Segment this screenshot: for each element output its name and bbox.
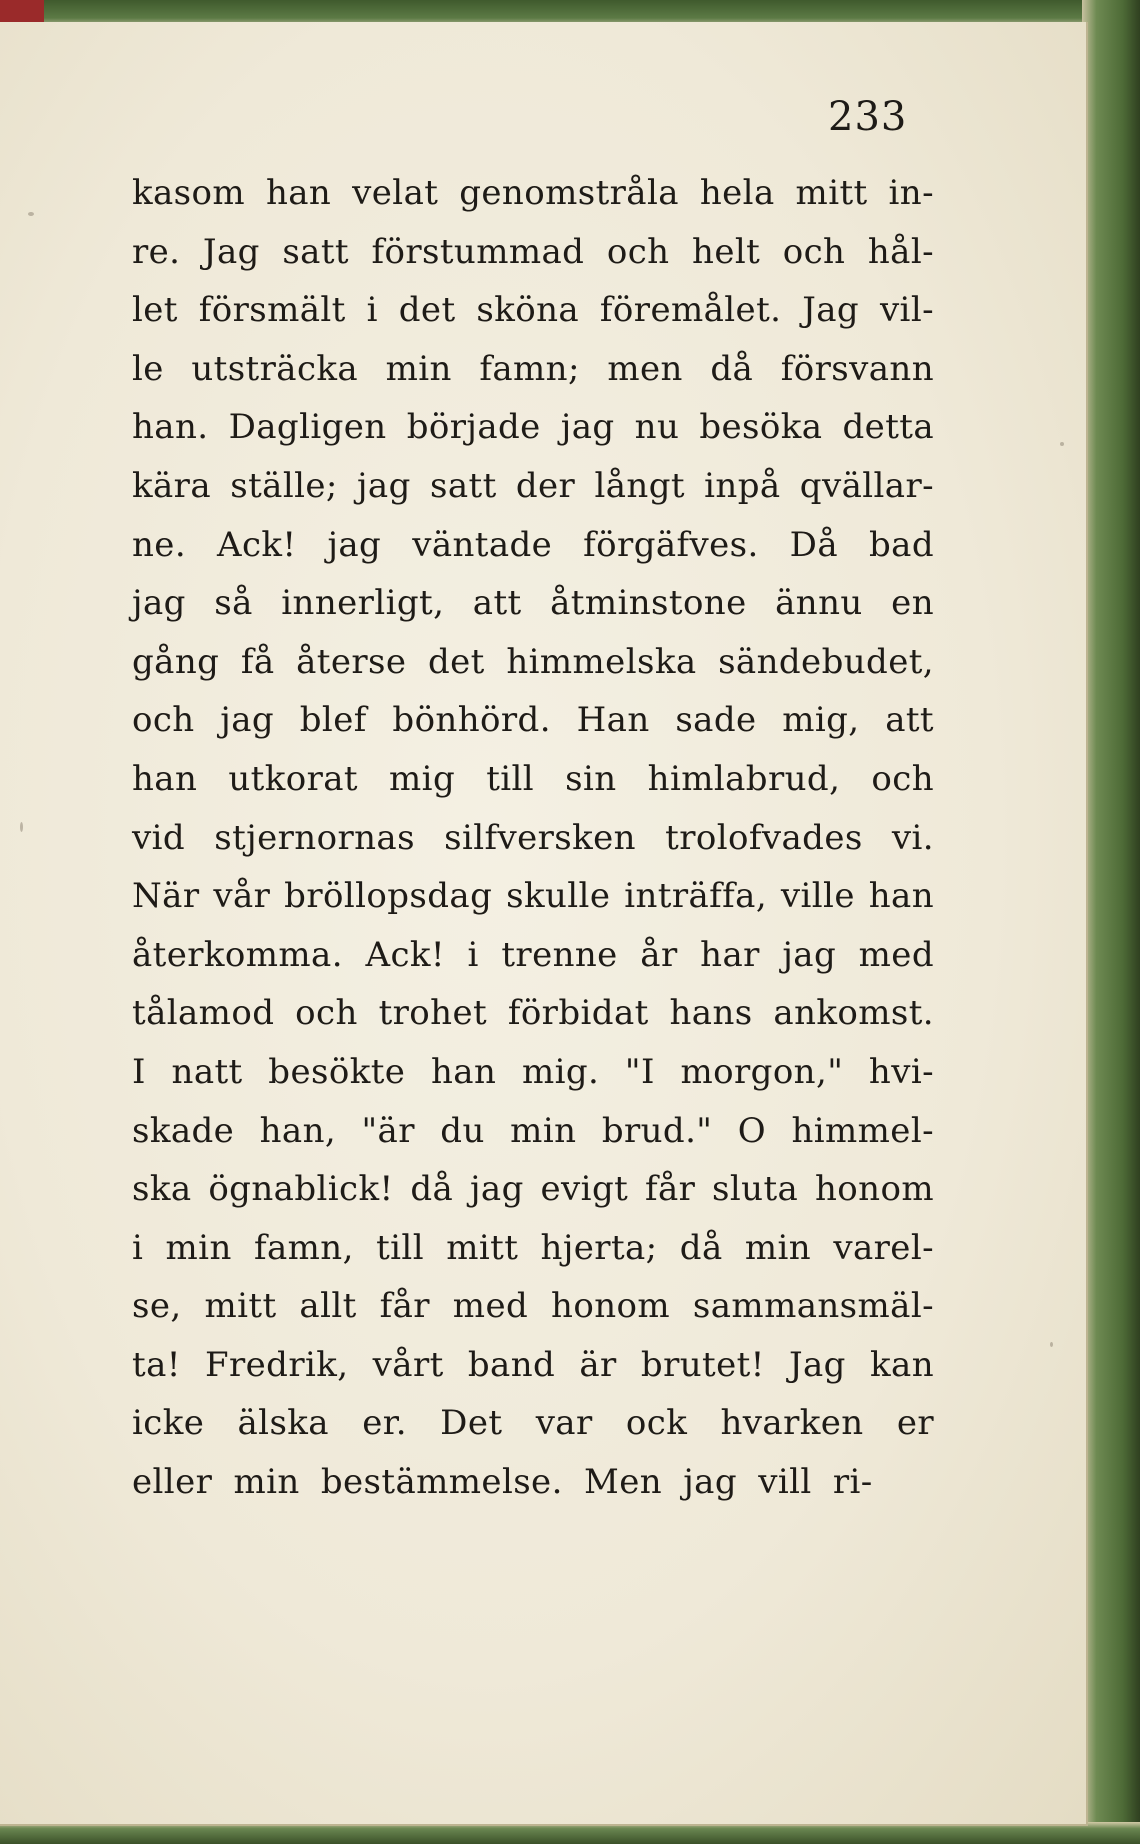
text-line: eller min bestämmelse. Men jag vill ri- <box>132 1462 873 1503</box>
text-line: jag så innerligt, att åtminstone ännu en <box>132 583 934 624</box>
paper-speck <box>1060 442 1064 446</box>
text-line: I natt besökte han mig. "I morgon," hvi- <box>132 1051 934 1092</box>
page-number: 233 <box>828 94 908 140</box>
text-line: han utkorat mig till sin himlabrud, och <box>132 758 934 799</box>
text-line: ska ögnablick! då jag evigt får sluta honom <box>132 1169 934 1210</box>
binding-right-edge <box>1082 0 1140 1844</box>
text-line: i min famn, till mitt hjerta; då min varel- <box>132 1227 934 1268</box>
body-text <box>132 164 934 1512</box>
book-page <box>0 22 1088 1826</box>
text-line: vid stjernornas silfversken trolofvades vi. <box>132 817 934 858</box>
text-line: kära ställe; jag satt der långt inpå qvällar- <box>132 465 934 506</box>
paper-speck <box>1050 1342 1053 1347</box>
text-line: skade han, "är du min brud." O himmel- <box>132 1110 934 1151</box>
paper-speck <box>20 822 23 832</box>
text-line: le utsträcka min famn; men då försvann <box>132 348 934 389</box>
text-line: och jag blef bönhörd. Han sade mig, att <box>132 700 934 741</box>
text-line: ta! Fredrik, vårt band är brutet! Jag kan <box>132 1344 934 1385</box>
text-line: tålamod och trohet förbidat hans ankomst. <box>132 993 934 1034</box>
paper-speck <box>28 212 34 216</box>
text-line: se, mitt allt får med honom sammansmäl- <box>132 1286 934 1327</box>
text-line: När vår bröllopsdag skulle inträffa, ville han <box>132 876 934 917</box>
text-line: icke älska er. Det var ock hvarken er <box>132 1403 934 1444</box>
text-line: re. Jag satt förstummad och helt och hål- <box>132 231 934 272</box>
text-line: återkomma. Ack! i trenne år har jag med <box>132 934 934 975</box>
text-line: gång få återse det himmelska sändebudet, <box>132 641 934 682</box>
text-line: han. Dagligen började jag nu besöka detta <box>132 407 934 448</box>
text-line: let försmält i det sköna föremålet. Jag vil- <box>132 290 934 331</box>
text-line: ne. Ack! jag väntade förgäfves. Då bad <box>132 524 934 565</box>
text-line: kasom han velat genomstråla hela mitt in- <box>132 173 934 213</box>
